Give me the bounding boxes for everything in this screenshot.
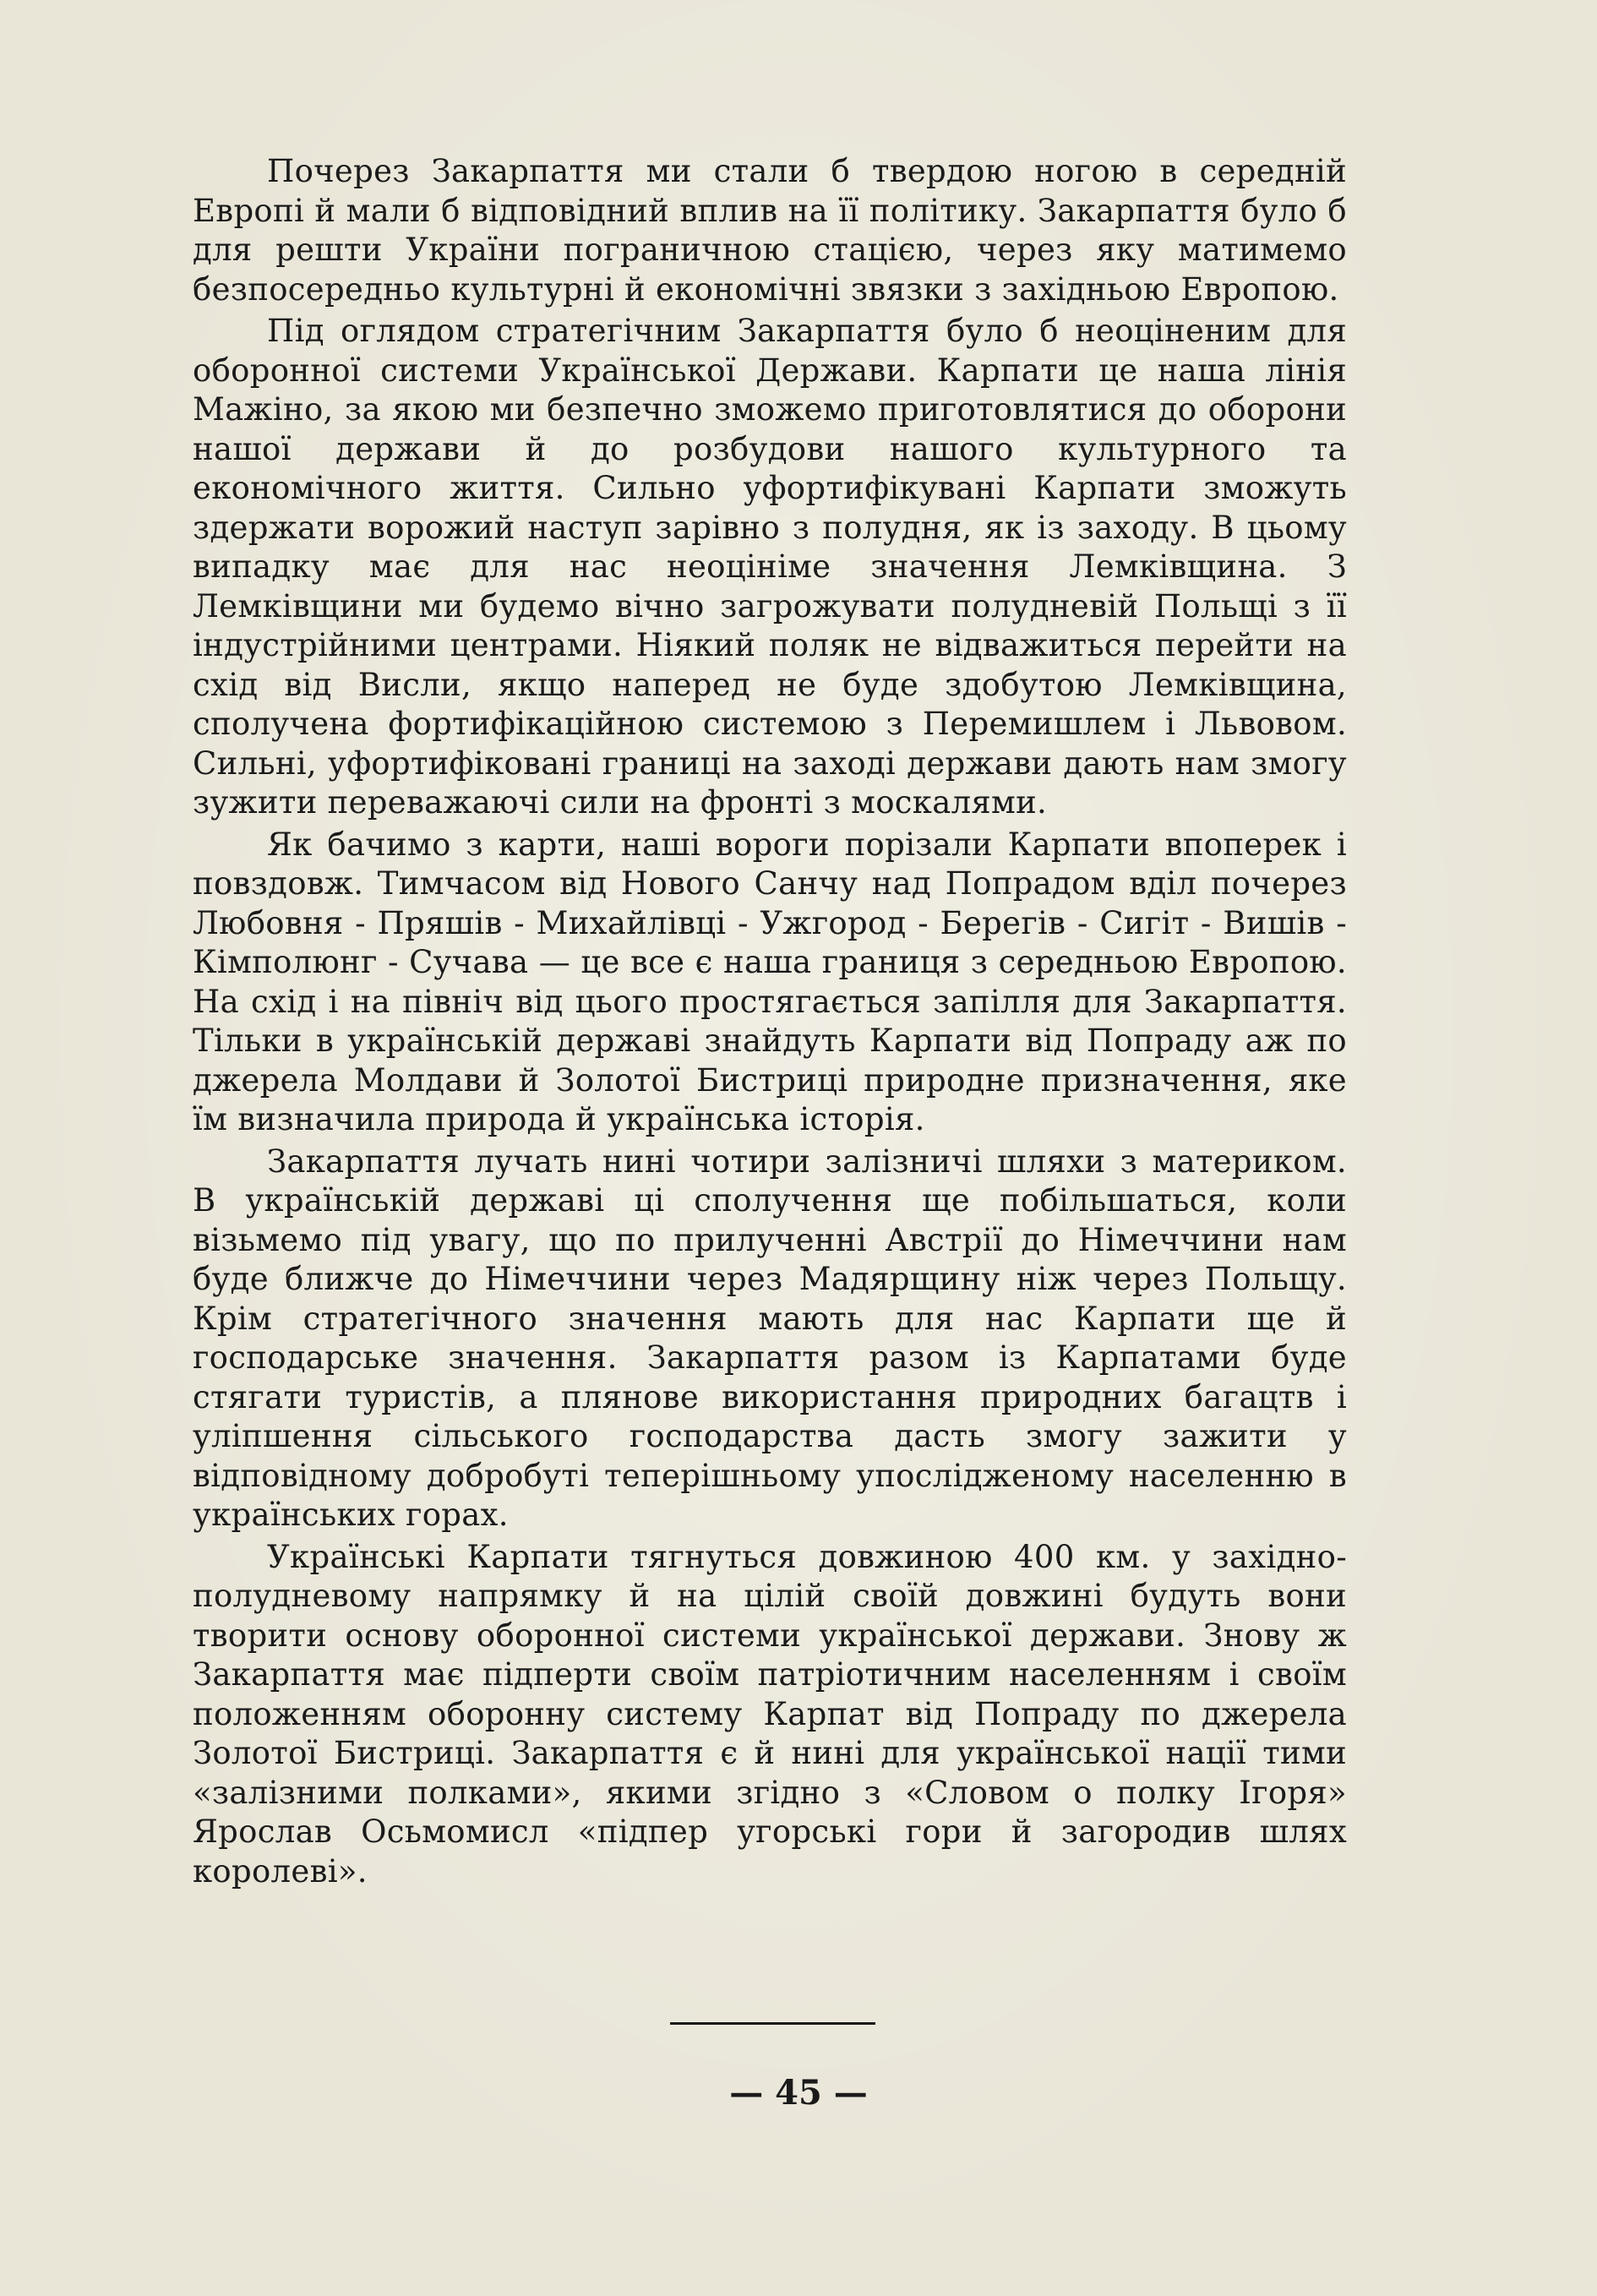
paragraph-2: Під оглядом стратегічним Закарпаття було б неоціненим для оборонної системи Української Держави. Карпати це наша лінія Мажіно, за якою ми безпечно зможемо приготовлятися до оборони нашої держави й до розбудови нашого культурного та економічного життя. Сильно уфортифікувані Карпати зможуть здержати ворожий наступ зарівно з полудня, як із заходу. В цьому випадку має для нас неоцініме значення Лемківщина. З Лемківщини ми будемо вічно загрожувати полудневій Польщі з її індустрійними центрами. Ніякий поляк не відважиться перейти на схід від Висли, якщо наперед не буде здобутою Лемківщина, сполучена фортифікаційною системою з Перемишлем і Львовом. Сильні, уфортифіковані границі на заході держави дають нам змогу зужити переважаючі сили на фронті з москалями.: [193, 313, 1347, 821]
body-text: [193, 152, 1347, 1894]
section-divider: [670, 2022, 875, 2025]
paragraph-1: Почерез Закарпаття ми стали б твердою ногою в середній Европі й мали б відповідний вплив на її політику. Закарпаття було б для решти України пограничною стацією, через яку матимемо безпосередньо культурні й економічні звязки з західньою Европою.: [193, 153, 1347, 308]
page-number: — 45 —: [729, 2073, 868, 2113]
paragraph-5: Українські Карпати тягнуться довжиною 400 км. у західно-полудневому напрямку й на цілій своїй довжині будуть вони творити основу оборонної системи української держави. Знову ж Закарпаття має підперти своїм патріотичним населенням і своїм положенням оборонну систему Карпат від Попраду по джерела Золотої Бистриці. Закарпаття є й нині для української нації тими «залізними полками», якими згідно з «Словом о полку Ігоря» Ярослав Осьмомисл «підпер угорські гори й загородив шлях королеві».: [193, 1538, 1347, 1890]
paragraph-4: Закарпаття лучать нині чотири залізничі шляхи з материком. В українській державі ці сполучення ще побільшаться, коли візьмемо під увагу, що по прилученні Австрії до Німеччини нам буде ближче до Німеччини через Мадярщину ніж через Польщу. Крім стратегічного значення мають для нас Карпати ще й господарське значення. Закарпаття разом із Карпатами буде стягати туристів, а плянове використання природних багацтв і уліпшення сільського господарства дасть змогу зажити у відповідному добробуті теперішньому упослідженому населенню в українських горах.: [193, 1143, 1347, 1533]
paragraph-3: Як бачимо з карти, наші вороги порізали Карпати впоперек і повздовж. Тимчасом від Нового Санчу над Попрадом вділ почерез Любовня - Пряшів - Михайлівці - Ужгород - Берегів - Сигіт - Вишів - Кімполюнг - Сучава — це все є наша границя з середньою Европою. На схід і на північ від цього простягається запілля для Закарпаття. Тільки в українській державі знайдуть Карпати від Попраду аж по джерела Молдави й Золотої Бистриці природне призначення, яке їм визначила природа й українська історія.: [193, 826, 1347, 1137]
